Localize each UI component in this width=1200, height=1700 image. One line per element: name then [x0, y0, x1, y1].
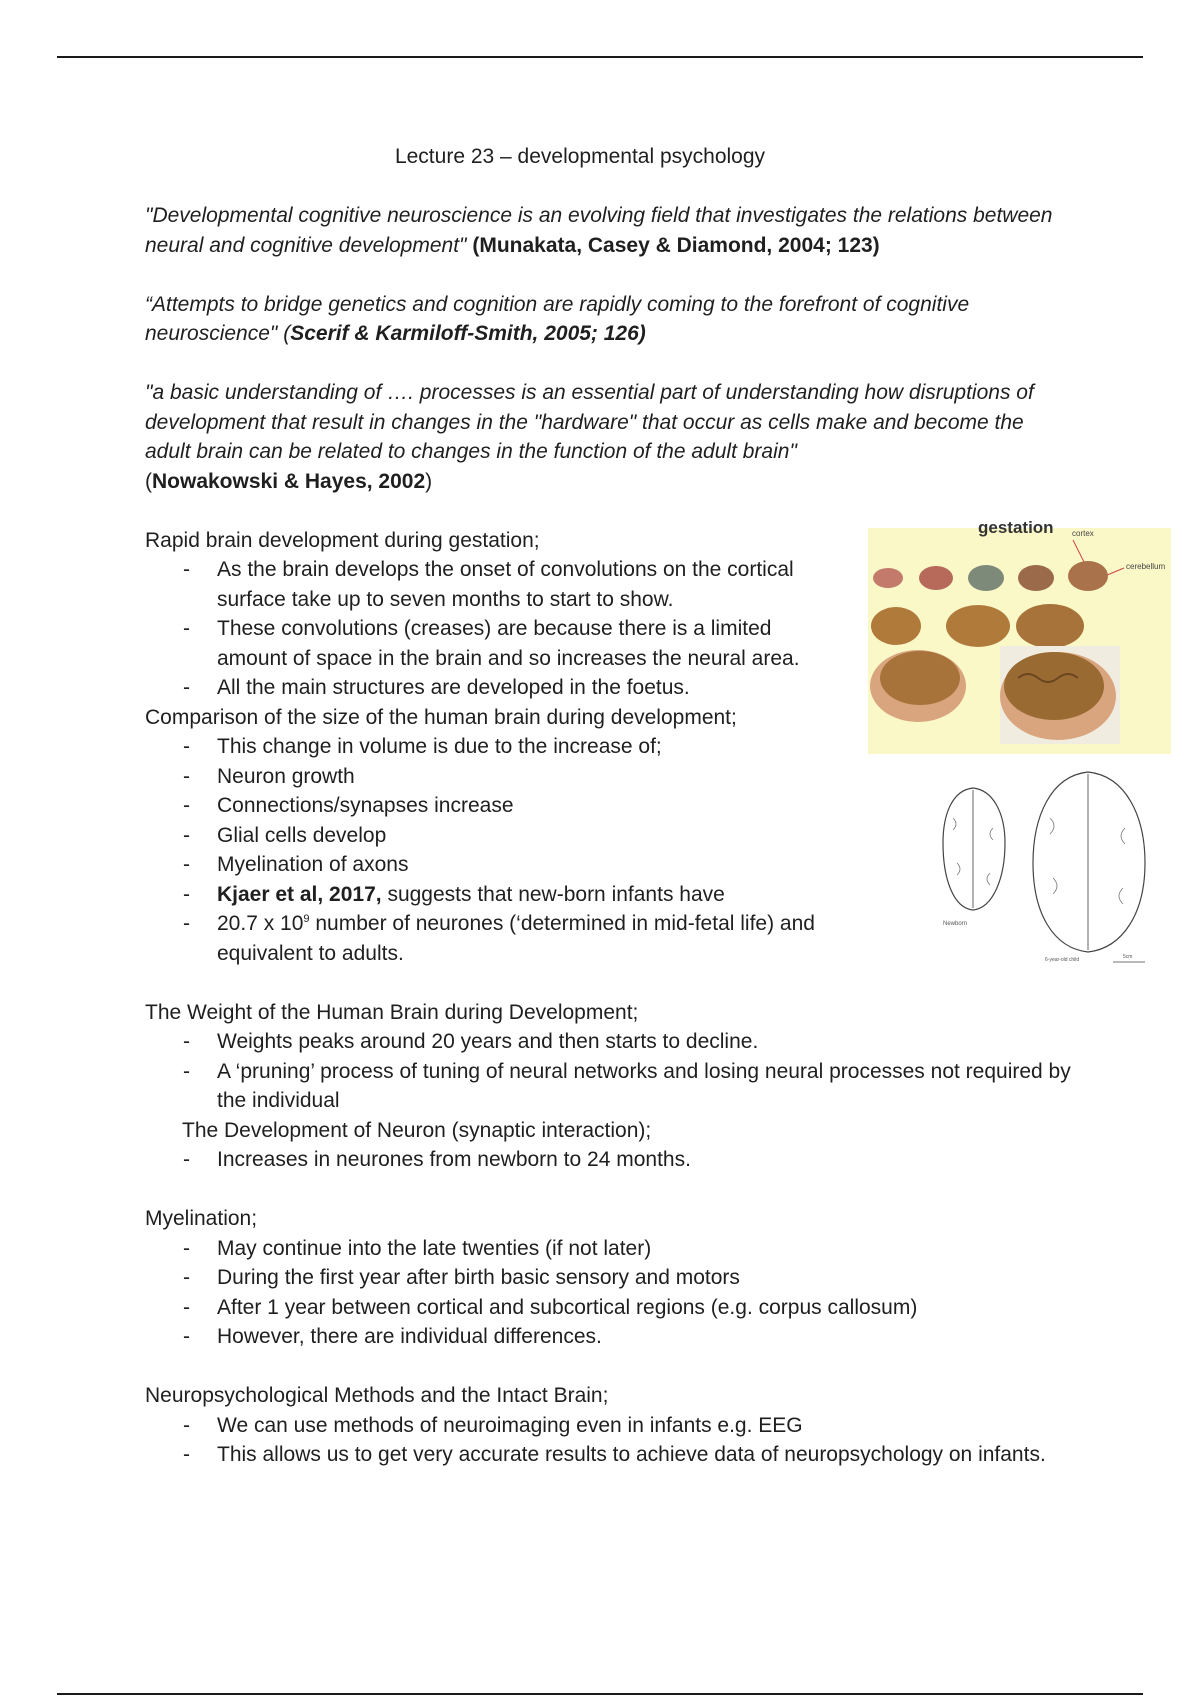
weight-list — [145, 1027, 1075, 1116]
list-item: - During the first year after birth basic sensory and motors — [145, 1263, 1075, 1293]
quote-text: “Attempts to bridge genetics and cognition are rapidly coming to the forefront of cognitive neuroscience" — [145, 292, 970, 345]
neurones-text: number of neurones (‘determined in mid-fetal life) and equivalent to adults. — [217, 912, 815, 965]
figure-background — [935, 768, 1157, 964]
list-item: - After 1 year between cortical and subcortical regions (e.g. corpus callosum) — [145, 1293, 1075, 1323]
list-item: - These convolutions (creases) are because there is a limited amount of space in the brain and so increases the neural area. — [145, 614, 847, 673]
list-item: - As the brain develops the onset of convolutions on the cortical surface take up to seven months to start to show. — [145, 555, 847, 614]
list-item: - Weights peaks around 20 years and then starts to decline. — [145, 1027, 1075, 1057]
neuron-list — [145, 1145, 1075, 1175]
brain-stage-icon — [946, 605, 1010, 647]
section-heading-size: Comparison of the size of the human brain during development; — [145, 705, 737, 729]
kjaer-citation: Kjaer et al, 2017, — [217, 882, 382, 906]
quote-text: "a basic understanding of …. processes is an essential part of understanding how disruptions of development that result in changes in the "hardware" that occur as cells make and become the adult brain can be related to changes in the function of the adult brain" — [145, 381, 1034, 463]
quote-citation-open: ( — [283, 322, 291, 345]
myelination-list — [145, 1234, 1075, 1352]
list-item: - A ‘pruning’ process of tuning of neural networks and losing neural processes not required by the individual — [145, 1057, 1075, 1116]
label-cerebellum: cerebellum — [1126, 562, 1166, 571]
list-item: - We can use methods of neuroimaging even in infants e.g. EEG — [145, 1411, 1075, 1441]
brain-stage-icon — [1068, 561, 1108, 591]
brain-stage-icon — [873, 568, 903, 588]
quote-citation: (Munakata, Casey & Diamond, 2004; 123) — [472, 233, 880, 257]
quote-munakata — [145, 201, 1075, 260]
neurones-count: 20.7 x 10 — [217, 912, 304, 935]
list-item-kjaer — [145, 880, 847, 910]
kjaer-text: suggests that new-born infants have — [381, 882, 725, 906]
subsection-heading-neuron: The Development of Neuron (synaptic interaction); — [182, 1118, 652, 1142]
footer-rule — [57, 1693, 1143, 1695]
brain-stage-icon — [880, 651, 960, 705]
figure-title: gestation — [978, 518, 1054, 537]
quote-citation: Scerif & Karmiloff-Smith, 2005; 126) — [290, 322, 646, 345]
label-cortex: cortex — [1072, 529, 1094, 538]
neurones-exponent: 9 — [303, 913, 310, 925]
list-item-neurones — [145, 909, 847, 968]
list-item: - May continue into the late twenties (if not later) — [145, 1234, 1075, 1264]
brain-stage-icon — [871, 607, 921, 645]
quote-scerif — [145, 290, 1075, 349]
label-newborn: Newborn — [943, 921, 968, 927]
gestation-brain-figure — [868, 518, 1171, 754]
list-item: - Glial cells develop — [145, 821, 847, 851]
list-item: - Connections/synapses increase — [145, 791, 847, 821]
brain-stage-icon — [919, 566, 953, 590]
section-heading-weight: The Weight of the Human Brain during Development; — [145, 1000, 639, 1024]
label-child: 6-year-old child — [1045, 957, 1080, 963]
list-item: - This change in volume is due to the increase of; — [145, 732, 847, 762]
brain-stage-icon — [1018, 565, 1054, 591]
list-item: - Myelination of axons — [145, 850, 847, 880]
section-heading-methods: Neuropsychological Methods and the Intact Brain; — [145, 1384, 609, 1407]
quote-text: "Developmental cognitive neuroscience is an evolving field that investigates the relations between neural and cognitive development" — [145, 204, 1053, 257]
brain-stage-icon — [968, 565, 1004, 591]
quote-citation-close: ) — [425, 469, 433, 493]
list-item: - However, there are individual differences. — [145, 1322, 1075, 1352]
brain-stage-row-2 — [871, 604, 1084, 648]
list-item: - Increases in neurones from newborn to 24 months. — [145, 1145, 1075, 1175]
quote-citation-open: ( — [145, 469, 152, 493]
brain-stage-icon — [1016, 604, 1084, 648]
quote-nowakowski — [145, 378, 1075, 496]
section-heading-gestation: Rapid brain development during gestation; — [145, 528, 540, 552]
brain-size-comparison-figure — [935, 768, 1157, 964]
list-item: - Neuron growth — [145, 762, 847, 792]
methods-list — [145, 1411, 1075, 1470]
list-item: - All the main structures are developed in the foetus. — [145, 673, 847, 703]
quote-citation: Nowakowski & Hayes, 2002 — [152, 469, 426, 493]
list-item: - This allows us to get very accurate results to achieve data of neuropsychology on infants. — [145, 1440, 1075, 1470]
header-rule — [57, 56, 1143, 58]
section-heading-myelination: Myelination; — [145, 1207, 258, 1230]
page-title: Lecture 23 – developmental psychology — [394, 145, 766, 168]
scale-label: 5cm — [1123, 954, 1133, 960]
brain-stage-icon — [1004, 652, 1104, 720]
